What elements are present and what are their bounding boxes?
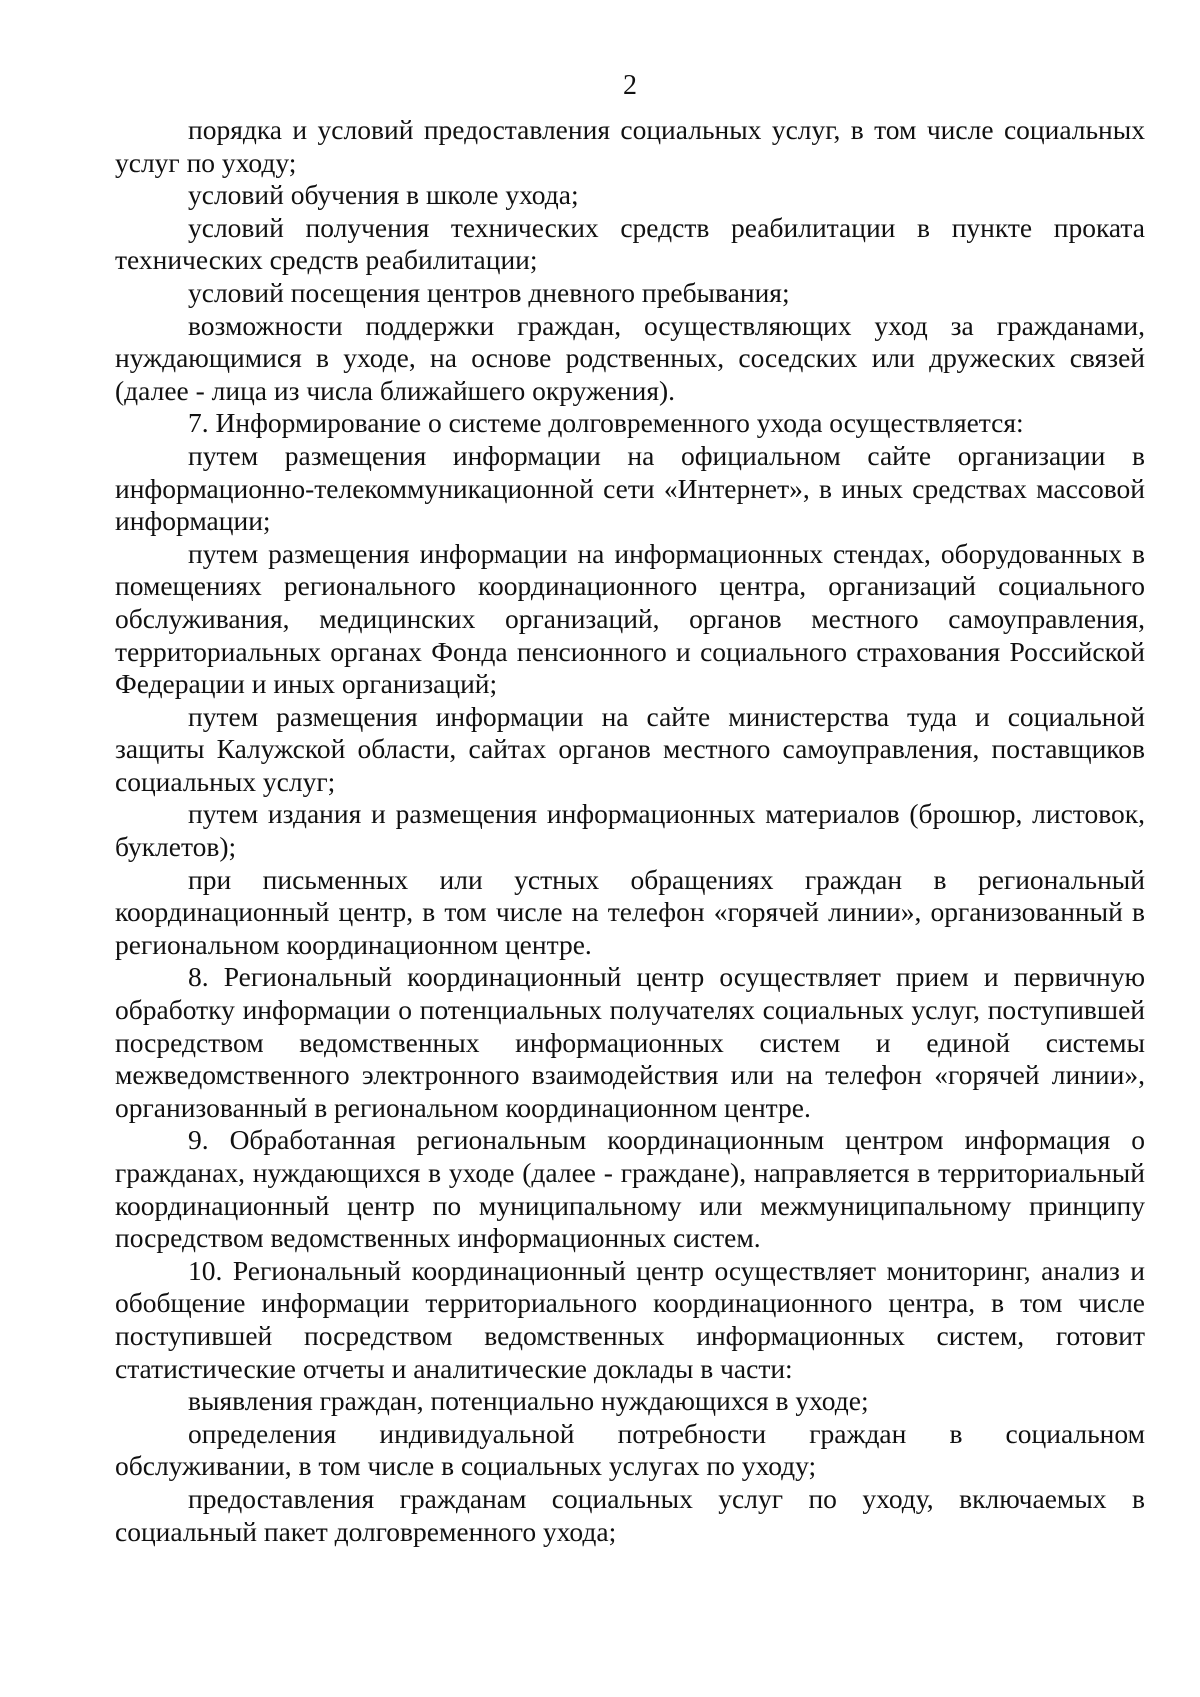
paragraph-15: выявления граждан, потенциально нуждающихся в уходе; — [188, 1385, 869, 1417]
paragraph-14: 10. Региональный координационный центр осуществляет мониторинг, анализ и обобщение информации территориального координационного центра, в том числе поступившей посредством ведомственных информационных систем, готовит статистические отчеты и аналитические доклады в части: — [115, 1254, 1145, 1384]
paragraph-2: условий обучения в школе ухода; — [188, 179, 579, 211]
paragraph-5: возможности поддержки граждан, осуществляющих уход за гражданами, нуждающимися в уходе, на основе родственных, соседских или дружеских связей (далее - лица из числа ближайшего окружения). — [115, 309, 1145, 406]
paragraph-13: 9. Обработанная региональным координационным центром информация о гражданах, нуждающихся в уходе (далее - граждане), направляется в территориальный координационный центр по муниципальному или межмуниципальному принципу посредством ведомственных информационных систем. — [115, 1124, 1145, 1254]
paragraph-8: путем размещения информации на информационных стендах, оборудованных в помещениях регионального координационного центра, организаций социального обслуживания, медицинских организаций, органов местного самоуправления, территориальных органах Фонда пенсионного и социального страхования Российской Федерации и иных организаций; — [115, 537, 1145, 700]
paragraph-12: 8. Региональный координационный центр осуществляет прием и первичную обработку информации о потенциальных получателях социальных услуг, поступившей посредством ведомственных информационных систем и единой системы межведомственного электронного взаимодействия или на телефон «горячей линии», организованный в региональном координационном центре. — [115, 961, 1145, 1123]
paragraph-4: условий посещения центров дневного пребывания; — [188, 276, 790, 308]
page-number: 2 — [623, 70, 637, 101]
paragraph-6: 7. Информирование о системе долговременного ухода осуществляется: — [188, 407, 1024, 439]
document-body — [115, 114, 1145, 1548]
paragraph-7: путем размещения информации на официальном сайте организации в информационно-телекоммуникационной сети «Интернет», в иных средствах массовой информации; — [115, 439, 1145, 537]
paragraph-9: путем размещения информации на сайте министерства туда и социальной защиты Калужской области, сайтах органов местного самоуправления, поставщиков социальных услуг; — [115, 700, 1145, 797]
paragraph-1: порядка и условий предоставления социальных услуг, в том числе социальных услуг по уходу; — [115, 114, 1145, 178]
paragraph-3: условий получения технических средств реабилитации в пункте проката технических средств реабилитации; — [115, 211, 1145, 276]
paragraph-10: путем издания и размещения информационных материалов (брошюр, листовок, буклетов); — [115, 798, 1145, 863]
paragraph-17: предоставления гражданам социальных услуг по уходу, включаемых в социальный пакет долговременного ухода; — [115, 1482, 1145, 1547]
paragraph-16: определения индивидуальной потребности граждан в социальном обслуживании, в том числе в социальных услугах по уходу; — [115, 1417, 1145, 1482]
paragraph-11: при письменных или устных обращениях граждан в региональный координационный центр, в том числе на телефон «горячей линии», организованный в региональном координационном центре. — [115, 863, 1145, 960]
